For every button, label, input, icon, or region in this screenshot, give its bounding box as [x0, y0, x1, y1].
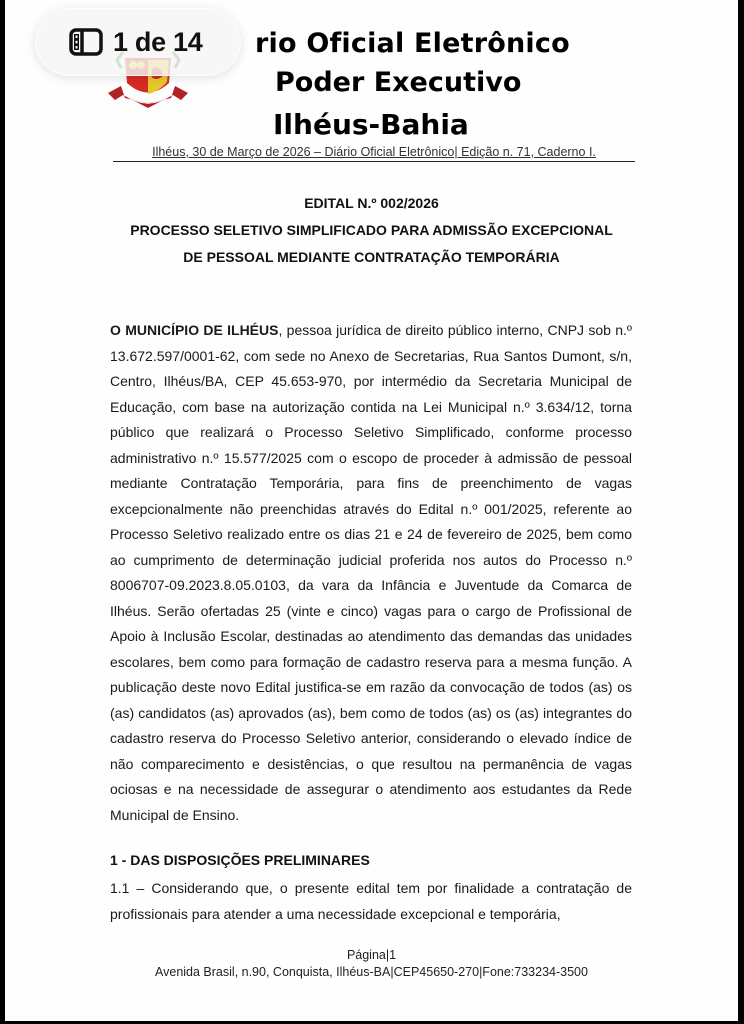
masthead-title-line1: rio Oficial Eletrônico — [255, 28, 570, 59]
intro-lead-bold: O MUNICÍPIO DE ILHÉUS — [110, 322, 279, 338]
section-item-1-1: 1.1 – Considerando que, o presente edital tem por finalidade a contratação de profissionais para atender a uma necessidade excepcional e temporária, — [110, 880, 632, 922]
masthead-title-line3: Ilhéus-Bahia — [273, 108, 469, 141]
dateline: Ilhéus, 30 de Março de 2026 – Diário Oficial Eletrônico| Edição n. 71, Caderno I. — [113, 145, 635, 162]
page-footer — [5, 947, 738, 981]
edital-title-block — [5, 190, 738, 271]
footer-page-label: Página|1 — [346, 948, 397, 962]
edital-subtitle-line1: PROCESSO SELETIVO SIMPLIFICADO PARA ADMISSÃO EXCEPCIONAL — [130, 222, 613, 238]
intro-paragraph — [110, 318, 632, 828]
edital-number: EDITAL N.º 002/2026 — [304, 195, 439, 211]
page-counter-pill[interactable] — [35, 8, 241, 76]
sidebar-thumbnails-icon — [69, 28, 103, 56]
edital-subtitle-line2: DE PESSOAL MEDIANTE CONTRATAÇÃO TEMPORÁRIA — [183, 249, 560, 265]
page-counter-text: 1 de 14 — [113, 26, 203, 57]
intro-paragraph-text: , pessoa jurídica de direito público interno, CNPJ sob n.º 13.672.597/0001-62, com sede no Anexo de Secretarias, Rua Santos Dumont, s/n, Centro, Ilhéus/BA, CEP 45.653-970, por intermédio da Secretaria Municipal de Educação, com base na autorização contida na Lei Municipal n.º 3.634/12, torna público que realizará o Processo Seletivo Simplificado, conforme processo administrativo n.º 15.577/2025 com o escopo de proceder à admissão de pessoal mediante Contratação Temporária, para fins de preenchimento de vagas excepcionalmente não preenchidas através do Edital n.º 001/2025, referente ao Processo Seletivo realizado entre os dias 21 e 24 de fevereiro de 2025, bem como ao cumprimento de determinação judicial proferida nos autos do Processo n.º 8006707-09.2023.8.05.0103, da vara da Infância e Juventude da Comarca de Ilhéus. Serão ofertadas 25 (vinte e cinco) vagas para o cargo de Profissional de Apoio à Inclusão Escolar, destinadas ao atendimento das demandas das unidades escolares, bem como para formação de cadastro reserva para a mesma função. A publicação deste novo Edital justifica-se em razão da convocação de todos (as) os (as) candidatos (as) aprovados (as), bem como de todos (as) os (as) integrantes do cadastro reserva do Processo Seletivo anterior, considerando o elevado índice de não comparecimento e desistências, o que resultou na permanência de vagas ociosas e na necessidade de assegurar o atendimento aos estudantes da Rede Municipal de Ensino. — [110, 322, 633, 823]
masthead-title-line2: Poder Executivo — [275, 67, 522, 98]
pdf-page[interactable] — [5, 0, 738, 1021]
section-heading: 1 - DAS DISPOSIÇÕES PRELIMINARES — [110, 852, 370, 868]
footer-address: Avenida Brasil, n.90, Conquista, Ilhéus-BA|CEP45650-270|Fone:733234-3500 — [155, 965, 588, 979]
